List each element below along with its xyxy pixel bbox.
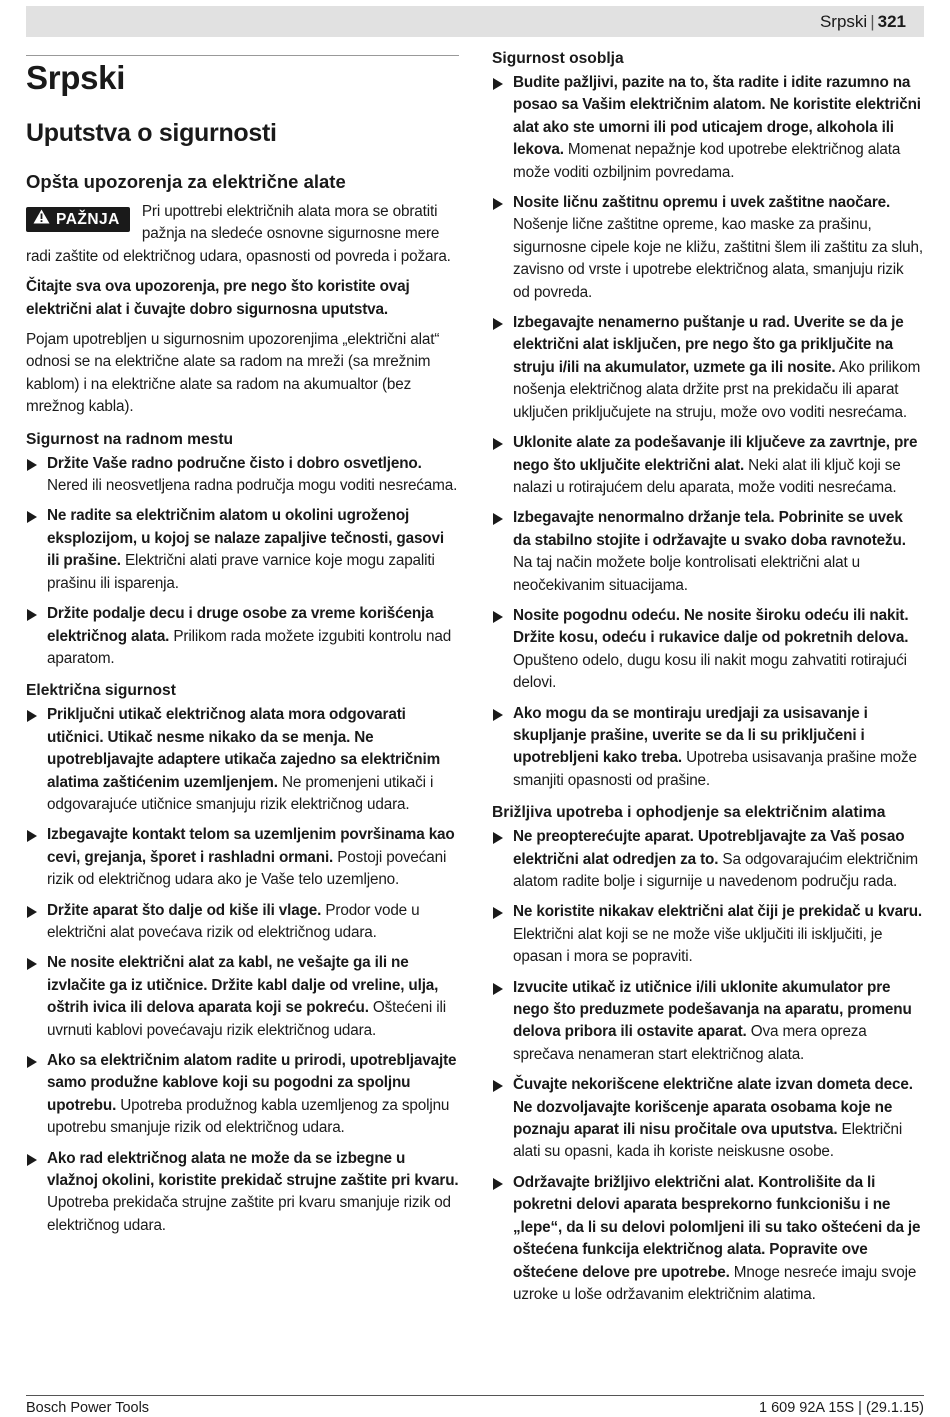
list-item (492, 1074, 924, 1164)
bullet-arrow-icon (27, 511, 37, 523)
item-bold-text: Držite aparat što dalje od kiše ili vlage. (47, 901, 322, 919)
item-text: Neki alat ili ključ koji se nalazi u rotirajućem delu aparata, može voditi nesrećama. (513, 456, 901, 496)
bullet-arrow-icon (27, 906, 37, 918)
list-item (26, 952, 459, 1042)
definition-text: Pojam upotrebljen u sigurnosnim upozorenjima „električni alat“ odnosi se na električne alate sa radom na mreži (sa mrežnim kablom) i na električne alate sa radom na akumualtor (bez mrežnog kabla). (26, 331, 440, 416)
item-text: Upotreba usisavanja prašine može smanjiti opasnosti od prašine. (513, 749, 917, 789)
item-text: Opušteno odelo, dugu kosu ili nakit mogu zahvatiti rotirajući delovi. (513, 651, 907, 692)
item-bold-text: Ne preopterećujte aparat. Upotrebljavajte za Vaš posao električni alat odredjen za to. (513, 828, 905, 868)
electrical-heading: Električna sigurnost (26, 682, 176, 700)
item-text: Nered ili neosvetljena radna područja mogu voditi nesrećama. (47, 477, 458, 495)
list-item (492, 977, 924, 1067)
item-text: Oštećeni ili uvrnuti kablovi povećavaju rizik električnog udara. (47, 999, 446, 1039)
item-bold-text: Održavajte brižljivo električni alat. Kontrolišite da li pokretni delovi aparata besprekorno funkcionišu i ne „lepe“, da li su delovi polomljeni ili su tako oštećeni da je oštećena funkcija električnog alata. Popravite ove oštećene delove pre upotrebe. (513, 1173, 921, 1281)
warning-badge (26, 207, 130, 232)
bullet-arrow-icon (493, 318, 503, 330)
bullet-arrow-icon (493, 611, 503, 623)
personal-list (492, 72, 924, 792)
work-area-heading: Sigurnost na radnom mestu (26, 430, 234, 448)
item-text: Ako prilikom nošenja električnog alata držite prst na prekidaču ili aparat uključen priključujete na struju, može ovo voditi nesrećama. (513, 358, 921, 421)
bullet-arrow-icon (27, 459, 37, 471)
careful-use-heading: Brižljiva upotreba i ophodjenje sa električnim alatima (492, 804, 886, 822)
section-title: Uputstva o sigurnosti (26, 119, 277, 147)
personal-heading: Sigurnost osoblja (492, 50, 624, 67)
bullet-arrow-icon (27, 958, 37, 970)
bullet-arrow-icon (493, 1178, 503, 1190)
item-bold-text: Nosite ličnu zaštitnu opremu i uvek zaštitne naočare. (513, 194, 891, 212)
item-text: Električni alat koji se ne može više uključiti ili isključiti, je opasan i mora se popraviti. (513, 925, 883, 966)
list-item (26, 453, 459, 498)
bullet-arrow-icon (493, 438, 503, 450)
bullet-arrow-icon (493, 832, 503, 844)
item-text: Sa odgovarajućim električnim alatom radite bolje i sigurnije u navedenom području rada. (513, 850, 919, 890)
item-text: Prodor vode u električni alat povećava rizik od električnog udara. (47, 901, 420, 941)
list-item (492, 1172, 924, 1306)
page-title: Srpski (26, 59, 126, 96)
page-header: Srpski | 321 (26, 6, 924, 37)
bullet-arrow-icon (27, 1056, 37, 1068)
list-item (492, 72, 924, 184)
list-item (26, 900, 459, 945)
list-item (492, 703, 924, 793)
item-text: Električni alati prave varnice koje mogu zapaliti prašinu ili isparenja. (47, 552, 435, 592)
list-item (26, 505, 459, 595)
item-text: Ne promenjeni utikači i odgovarajuće utičnice smanjuju rizik električnog udara. (47, 773, 434, 813)
item-text: Upotreba prekidača strujne zaštite pri kvaru smanjuje rizik od električnog udara. (47, 1194, 451, 1234)
item-text: Na taj način možete bolje kontrolisati električni alat u neočekivanim situacijama. (513, 554, 861, 594)
careful-use-list (492, 826, 924, 1306)
list-item (26, 704, 459, 816)
bullet-arrow-icon (493, 983, 503, 995)
item-bold-text: Uklonite alate za podešavanje ili ključeve za zavrtnje, pre nego što uključite električni alat. (513, 434, 918, 474)
item-bold-text: Ne nosite električni alat za kabl, ne vešajte ga ili ne izvlačite ga iz utičnice. Držite kabl dalje od vreline, ulja, oštrih ivica ili delova aparata koji se pokreću. (47, 954, 439, 1017)
list-item (26, 603, 459, 670)
bullet-arrow-icon (27, 1154, 37, 1166)
item-text: Mnoge nesreće imaju svoje uzroke u loše održavanim električnim alatima. (513, 1263, 917, 1303)
item-text: Upotreba produžnog kabla uzemljenog za spoljnu upotrebu smanjuje rizik od električnog udara. (47, 1096, 450, 1137)
bullet-arrow-icon (493, 907, 503, 919)
item-bold-text: Budite pažljivi, pazite na to, šta radite i idite razumno na posao sa Vašim električnim alatom. Ne koristite električni alat ako ste umorni ili pod uticajem droge, alkohola ili lekova. (513, 74, 921, 159)
header-language: Srpski (819, 12, 868, 31)
left-column-body (26, 201, 459, 1245)
item-bold-text: Priključni utikač električnog alata mora odgovarati utičnici. Utikač nesme nikako da se menja. Ne upotrebljavajte adaptere utikača zajedno sa električnim alatima zaštićenim uzemljenjem. (47, 706, 441, 791)
warning-paragraph (26, 201, 459, 268)
bullet-arrow-icon (493, 709, 503, 721)
item-bold-text: Držite Vaše radno područne čisto i dobro osvetljeno. (47, 454, 422, 472)
warning-badge-label: PAŽNJA (56, 211, 120, 228)
list-item (492, 901, 924, 968)
item-bold-text: Nosite pogodnu odeću. Ne nosite široku odeću ili nakit. Držite kosu, odeću i rukavice dalje od pokretnih delova. (513, 606, 909, 647)
bullet-arrow-icon (493, 1080, 503, 1092)
read-instruction: Čitajte sva ova upozorenja, pre nego što koristite ovaj električni alat i čuvajte dobro sigurnosna uputstva. (26, 278, 410, 318)
list-item (26, 824, 459, 891)
bullet-arrow-icon (493, 198, 503, 210)
title-rule (26, 55, 459, 56)
item-bold-text: Izbegavajte nenormalno držanje tela. Pobrinite se uvek da stabilno stojite i održavajte u svako doba ravnotežu. (513, 509, 906, 549)
subsection-title: Opšta upozorenja za električne alate (26, 171, 346, 192)
item-bold-text: Čuvajte nekorišcene električne alate izvan dometa dece. Ne dozvoljavajte korišcenje aparata osobama koje ne poznaju aparat ili nisu pročitale ova uputstva. (513, 1076, 913, 1139)
list-item (492, 826, 924, 893)
item-bold-text: Ne radite sa električnim alatom u okolini ugroženoj eksplozijom, u kojoj se nalaze zapaljive tečnosti, gasovi ili prašine. (47, 507, 444, 570)
warning-icon (33, 207, 50, 232)
item-bold-text: Izbegavajte nenamerno puštanje u rad. Uverite se da je električni alat isključen, pre nego što ga priključite na struju i/ili na akumulator, uzmete ga ili nosite. (513, 314, 904, 376)
item-bold-text: Ako rad električnog alata ne može da se izbegne u vlažnoj okolini, koristite prekidač strujne zaštite pri kvaru. (47, 1149, 459, 1190)
item-bold-text: Držite podalje decu i druge osobe za vreme korišćenja električnog alata. (47, 605, 434, 645)
item-text: Postoji povećani rizik od električnog udara ako je Vaše telo uzemljeno. (47, 848, 447, 889)
item-bold-text: Ne koristite nikakav električni alat čiji je prekidač u kvaru. (513, 903, 923, 921)
list-item (492, 192, 924, 304)
item-bold-text: Izbegavajte kontakt telom sa uzemljenim površinama kao cevi, grejanja, šporet i rashladni ormani. (47, 826, 455, 866)
item-text: Ova mera opreza sprečava nenameran start električnog alata. (513, 1023, 867, 1063)
list-item (26, 1050, 459, 1140)
electrical-list (26, 704, 459, 1237)
bullet-arrow-icon (27, 609, 37, 621)
right-column-body (492, 48, 924, 1314)
list-item (492, 605, 924, 695)
list-item (492, 432, 924, 499)
list-item (492, 312, 924, 424)
footer-code: 1 609 92A 15S | (29.1.15) (758, 1400, 924, 1416)
work-area-list (26, 453, 459, 671)
item-text: Prilikom rada možete izgubiti kontrolu nad aparatom. (47, 627, 452, 667)
warning-text: Pri upottrebi električnih alata mora se obratiti pažnja na sledeće osnovne sigurnosne mere radi zaštite od električnog udara, opasnosti od povreda i požara. (26, 203, 451, 265)
item-text: Momenat nepažnje kod upotrebe električnog alata može voditi ozbiljnim povredama. (513, 141, 901, 181)
list-item (492, 507, 924, 597)
item-bold-text: Ako sa električnim alatom radite u prirodi, upotrebljavajte samo produžne kablove koji su pogodni za spoljnu upotrebu. (47, 1052, 457, 1114)
item-text: Električni alati su opasni, kada ih koriste neiskusne osobe. (513, 1121, 903, 1161)
footer-brand: Bosch Power Tools (26, 1400, 150, 1416)
bullet-arrow-icon (27, 830, 37, 842)
item-text: Nošenje lične zaštitne opreme, kao maske za prašinu, sigurnosne cipele koje ne kližu, zaštitni šlem ili zaštitu za sluh, zavisno od vrste i upotrebe električnog alata, smanjuju rizik od povreda. (513, 216, 923, 301)
bullet-arrow-icon (27, 710, 37, 722)
item-bold-text: Izvucite utikač iz utičnice i/ili uklonite akumulator pre nego što preduzmete podešavanja na aparatu, promenu delova pribora ili ostavite aparat. (513, 978, 912, 1041)
bullet-arrow-icon (493, 78, 503, 90)
page-number: 321 (877, 12, 906, 31)
list-item (26, 1148, 459, 1238)
footer-rule (26, 1395, 924, 1396)
item-bold-text: Ako mogu da se montiraju uredjaji za usisavanje i skupljanje prašine, uverite se da li su priključeni i upotrebljeni kako treba. (513, 704, 868, 767)
bullet-arrow-icon (493, 513, 503, 525)
